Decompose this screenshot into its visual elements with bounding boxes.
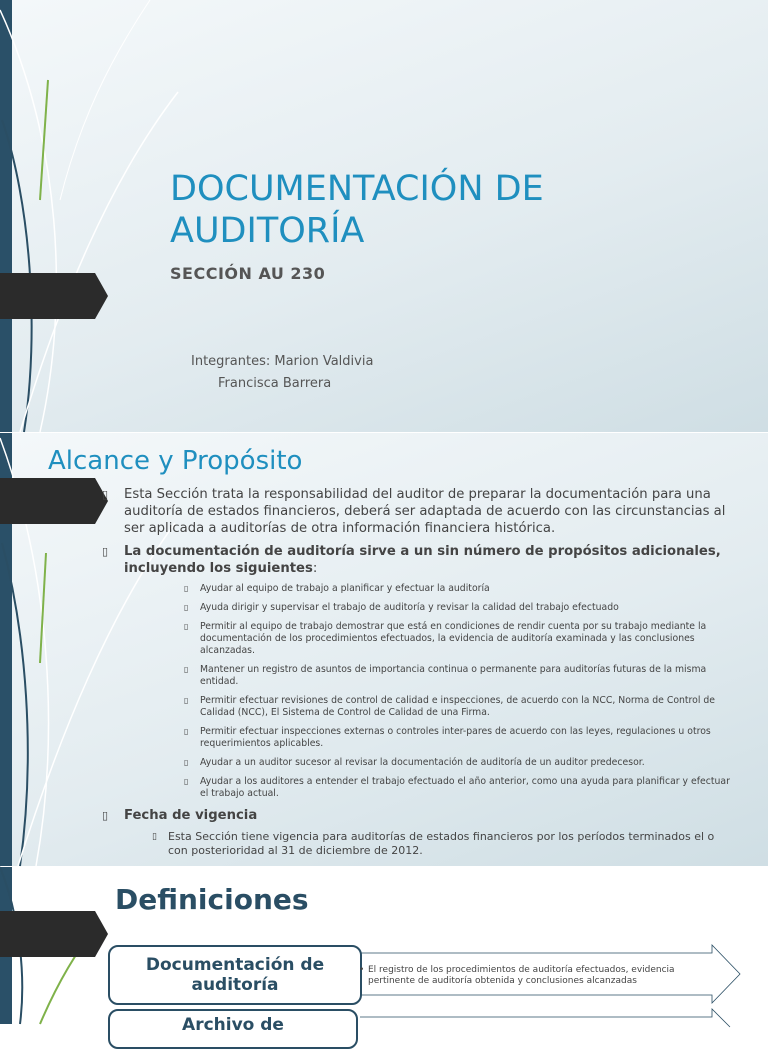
bullet-marker: • <box>359 965 365 975</box>
effective-text: Esta Sección tiene vigencia para auditorías de estados financieros por los períodos terminados el o con posterioridad al 31 de diciembre de 2012. <box>168 830 715 857</box>
bullet-marker: ▯ <box>184 758 189 767</box>
definition-term: Documentación de auditoría <box>108 945 362 1005</box>
scope-body <box>100 486 740 858</box>
bullet-marker: ▯ <box>102 809 109 822</box>
definition-arrow <box>360 1007 744 1027</box>
purpose-item <box>184 621 740 657</box>
members-list <box>191 351 373 395</box>
slide-tab-marker <box>0 478 108 524</box>
bullet-marker: ▯ <box>184 696 189 705</box>
purpose-item <box>184 664 740 688</box>
purposes-heading <box>100 543 740 577</box>
section-title: Definiciones <box>115 883 309 916</box>
purpose-text: Permitir al equipo de trabajo demostrar que está en condiciones de rendir cuenta por su trabajo mediante la documentación de los procedimientos efectuados, la evidencia de auditoría examinada y las conclusiones alcanzadas. <box>200 621 707 656</box>
purposes-colon: : <box>312 561 318 576</box>
intro-text: Esta Sección trata la responsabilidad del auditor de preparar la documentación para una auditoría de estados financieros, deberá ser adaptada de acuerdo con las circunstancias al ser aplicada a auditorías de otra información financiera histórica. <box>124 487 726 536</box>
definition-text <box>359 965 698 995</box>
effective-list <box>152 830 740 858</box>
section-title: Alcance y Propósito <box>48 446 303 476</box>
purposes-list <box>184 583 740 800</box>
purpose-text: Mantener un registro de asuntos de importancia continua o permanente para auditorías futuras de la misma entidad. <box>200 664 707 687</box>
effective-heading <box>100 807 740 824</box>
purpose-item <box>184 776 740 800</box>
bullet-marker: ▯ <box>184 727 189 736</box>
purpose-text: Ayuda dirigir y supervisar el trabajo de auditoría y revisar la calidad del trabajo efectuado <box>200 602 619 613</box>
title-slide <box>0 0 768 432</box>
effective-heading-text: Fecha de vigencia <box>124 808 258 823</box>
bullet-marker: ▯ <box>102 545 109 558</box>
purpose-item <box>184 695 740 719</box>
definition-body: El registro de los procedimientos de auditoría efectuados, evidencia pertinente de auditoría obtenida y conclusiones alcanzadas <box>368 965 675 986</box>
purpose-item <box>184 602 740 614</box>
bullet-marker: ▯ <box>184 584 189 593</box>
members-line: Francisca Barrera <box>218 376 332 391</box>
bullet-marker: ▯ <box>184 665 189 674</box>
purpose-item <box>184 726 740 750</box>
intro-paragraph <box>100 486 740 537</box>
bullet-marker: ▯ <box>184 603 189 612</box>
slide-tab-marker <box>0 273 108 319</box>
purpose-item <box>184 583 740 595</box>
purpose-text: Ayudar a los auditores a entender el trabajo efectuado el año anterior, como una ayuda para planificar y efectuar el trabajo actual. <box>200 776 730 799</box>
sidebar-stripe <box>0 0 12 432</box>
bullet-marker: ▯ <box>102 488 109 501</box>
members-line: Integrantes: Marion Valdivia <box>191 354 374 369</box>
purpose-text: Ayudar al equipo de trabajo a planificar y efectuar la auditoría <box>200 583 490 594</box>
effective-item <box>152 830 728 858</box>
bullet-marker: ▯ <box>152 832 157 842</box>
slide-title: DOCUMENTACIÓN DE AUDITORÍA <box>170 169 544 251</box>
purpose-item <box>184 757 740 769</box>
definitions-slide <box>0 867 768 1035</box>
purpose-text: Permitir efectuar revisiones de control de calidad e inspecciones, de acuerdo con la NCC, Norma de Control de Calidad (NCC), El Sistema de Control de Calidad de una Firma. <box>200 695 716 718</box>
purpose-text: Permitir efectuar inspecciones externas o controles inter-pares de acuerdo con las leyes, regulaciones u otros requerimientos aplicables. <box>200 726 711 749</box>
slide-tab-marker <box>0 911 108 957</box>
purposes-heading-text: La documentación de auditoría sirve a un sin número de propósitos adicionales, incluyendo los siguientes <box>124 544 721 576</box>
bullet-marker: ▯ <box>184 777 189 786</box>
bullet-marker: ▯ <box>184 622 189 631</box>
slide-subtitle: SECCIÓN AU 230 <box>170 264 326 283</box>
purpose-text: Ayudar a un auditor sucesor al revisar la documentación de auditoría de un auditor predecesor. <box>200 757 645 768</box>
definition-term: Archivo de <box>108 1009 358 1049</box>
